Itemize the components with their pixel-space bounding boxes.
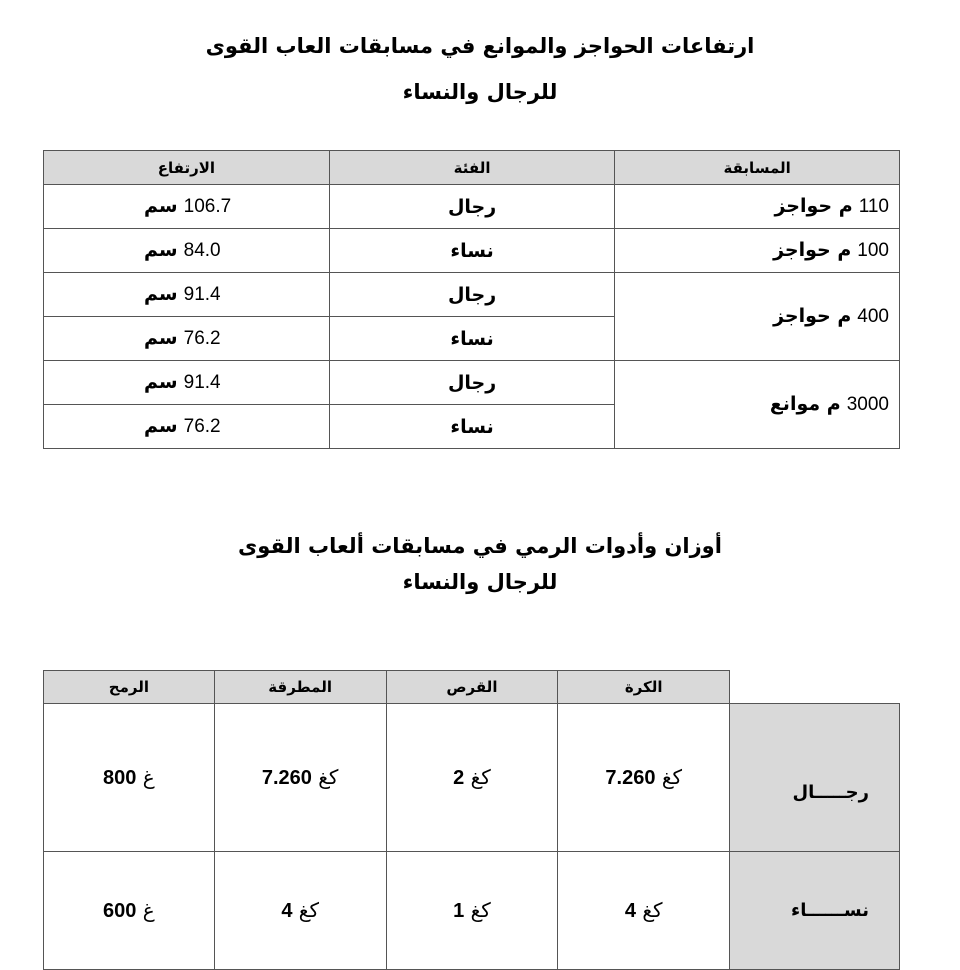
throws-subtitle: للرجال والنساء bbox=[402, 570, 558, 594]
header-hammer: المطرقة bbox=[214, 671, 386, 704]
height-unit: سم bbox=[144, 195, 178, 217]
unit: كغ bbox=[298, 898, 319, 922]
table-row bbox=[44, 229, 900, 273]
category-cell: نساء bbox=[329, 405, 615, 449]
men-javelin-cell bbox=[44, 704, 215, 852]
height-value: 76.2 bbox=[183, 328, 221, 349]
value: 2 bbox=[453, 767, 465, 789]
category-cell: رجال bbox=[329, 361, 615, 405]
table-header-row bbox=[44, 671, 900, 704]
height-value: 76.2 bbox=[183, 416, 221, 437]
unit: كغ bbox=[661, 765, 682, 789]
height-value: 91.4 bbox=[183, 284, 221, 305]
women-shot-cell bbox=[558, 852, 730, 970]
table-row-women bbox=[44, 852, 900, 970]
value: 4 bbox=[624, 900, 636, 922]
header-discus: القرص bbox=[386, 671, 558, 704]
height-cell bbox=[44, 273, 330, 317]
unit: كغ bbox=[470, 765, 491, 789]
height-value: 106.7 bbox=[183, 196, 232, 217]
height-unit: سم bbox=[144, 327, 178, 349]
men-discus-cell bbox=[386, 704, 558, 852]
event-number: 100 bbox=[857, 240, 889, 261]
height-unit: سم bbox=[144, 239, 178, 261]
unit: كغ bbox=[470, 898, 491, 922]
row-label-women: نســــــاء bbox=[730, 852, 900, 970]
height-cell bbox=[44, 405, 330, 449]
heights-title: ارتفاعات الحواجز والموانع في مسابقات العاب القوى bbox=[205, 34, 755, 58]
men-shot-cell bbox=[558, 704, 730, 852]
value: 1 bbox=[453, 900, 465, 922]
header-blank bbox=[730, 671, 900, 704]
header-event: المسابقة bbox=[615, 151, 900, 185]
event-cell bbox=[615, 273, 900, 361]
value: 4 bbox=[281, 900, 293, 922]
unit: كغ bbox=[642, 898, 663, 922]
height-value: 91.4 bbox=[183, 372, 221, 393]
event-cell bbox=[615, 361, 900, 449]
event-name: م حواجز bbox=[773, 305, 852, 327]
unit: كغ bbox=[318, 765, 339, 789]
table-row bbox=[44, 185, 900, 229]
unit: غ bbox=[142, 765, 155, 789]
table-row bbox=[44, 273, 900, 317]
women-javelin-cell bbox=[44, 852, 215, 970]
throws-title: أوزان وأدوات الرمي في مسابقات ألعاب القوى bbox=[238, 534, 722, 558]
event-cell bbox=[615, 185, 900, 229]
unit: غ bbox=[142, 898, 155, 922]
event-number: 400 bbox=[857, 306, 889, 327]
height-unit: سم bbox=[144, 371, 178, 393]
height-cell bbox=[44, 361, 330, 405]
value: 7.260 bbox=[261, 767, 312, 789]
event-name: م حواجز bbox=[773, 239, 852, 261]
event-name: م موانع bbox=[769, 393, 841, 415]
table-row bbox=[44, 361, 900, 405]
event-number: 110 bbox=[858, 196, 889, 217]
category-cell: نساء bbox=[329, 317, 615, 361]
height-cell bbox=[44, 229, 330, 273]
header-height: الارتفاع bbox=[44, 151, 330, 185]
value: 7.260 bbox=[605, 767, 656, 789]
header-category: الفئة bbox=[329, 151, 615, 185]
event-cell bbox=[615, 229, 900, 273]
event-name: م حواجز bbox=[774, 195, 853, 217]
heights-subtitle: للرجال والنساء bbox=[402, 80, 558, 104]
hurdle-heights-table bbox=[43, 150, 900, 449]
category-cell: رجال bbox=[329, 273, 615, 317]
category-cell: رجال bbox=[329, 185, 615, 229]
height-value: 84.0 bbox=[183, 240, 221, 261]
value: 600 bbox=[103, 900, 137, 922]
table-header-row bbox=[44, 151, 900, 185]
height-cell bbox=[44, 185, 330, 229]
header-javelin: الرمح bbox=[44, 671, 215, 704]
height-unit: سم bbox=[144, 415, 178, 437]
event-number: 3000 bbox=[846, 394, 889, 415]
value: 800 bbox=[103, 767, 137, 789]
row-label-men: رجـــــال bbox=[730, 704, 900, 852]
height-unit: سم bbox=[144, 283, 178, 305]
header-shot: الكرة bbox=[558, 671, 730, 704]
throwing-weights-table bbox=[43, 670, 900, 970]
men-hammer-cell bbox=[214, 704, 386, 852]
women-hammer-cell bbox=[214, 852, 386, 970]
table-row-men bbox=[44, 704, 900, 852]
category-cell: نساء bbox=[329, 229, 615, 273]
height-cell bbox=[44, 317, 330, 361]
women-discus-cell bbox=[386, 852, 558, 970]
